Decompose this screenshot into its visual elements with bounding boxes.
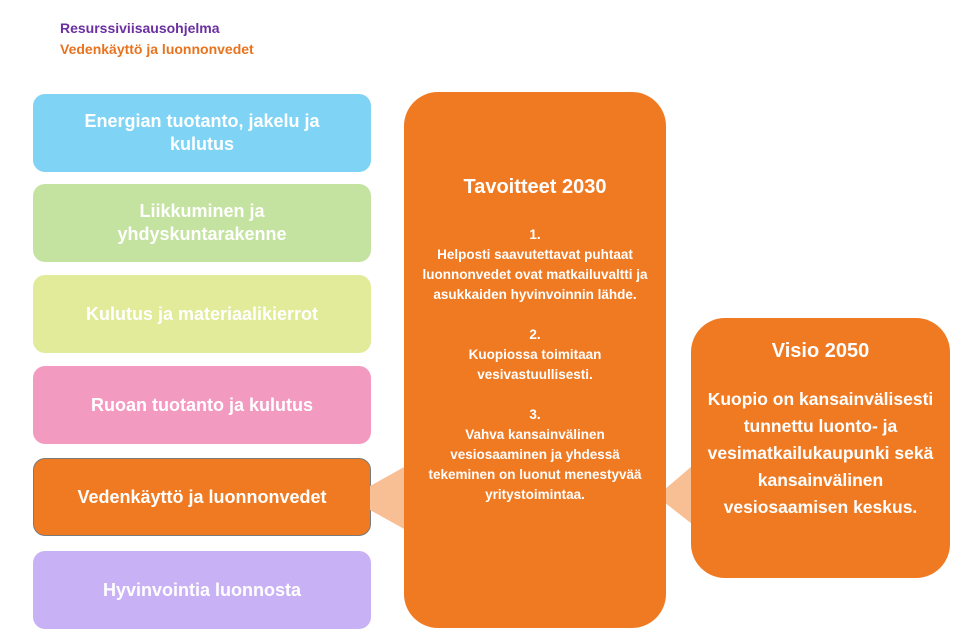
goals-list xyxy=(418,225,652,525)
program-subtitle: Vedenkäyttö ja luonnonvedet xyxy=(60,41,254,57)
goal-text: Vahva kansainvälinen vesiosaaminen ja yhdessä tekeminen on luonut menestyvää yritystoimintaa. xyxy=(428,427,642,502)
program-title: Resurssiviisausohjelma xyxy=(60,20,220,36)
goal-number: 3. xyxy=(529,407,541,422)
goal-item xyxy=(418,405,652,505)
goal-item xyxy=(418,225,652,305)
goal-item xyxy=(418,325,652,385)
goal-number: 1. xyxy=(529,227,541,242)
goal-text: Helposti saavutettavat puhtaat luonnonvedet ovat matkailuvaltti ja asukkaiden hyvinvoinnin lähde. xyxy=(422,247,648,302)
header xyxy=(60,18,254,60)
goals-title: Tavoitteet 2030 xyxy=(463,176,607,198)
vision-text: Kuopio on kansainvälisesti tunnettu luonto- ja vesimatkailukaupunki sekä kansainvälinen vesiosaamisen keskus. xyxy=(707,389,934,517)
theme-wellbeing[interactable]: Hyvinvointia luonnosta xyxy=(33,551,371,629)
theme-energy[interactable]: Energian tuotanto, jakelu ja kulutus xyxy=(33,94,371,172)
vision-box xyxy=(691,318,950,578)
theme-mobility[interactable]: Liikkuminen ja yhdyskuntarakenne xyxy=(33,184,371,262)
vision-title: Visio 2050 xyxy=(771,340,870,362)
goal-number: 2. xyxy=(529,327,541,342)
theme-consumption[interactable]: Kulutus ja materiaalikierrot xyxy=(33,275,371,353)
theme-food[interactable]: Ruoan tuotanto ja kulutus xyxy=(33,366,371,444)
connector-goals-vision xyxy=(664,460,694,530)
theme-water-selected[interactable]: Vedenkäyttö ja luonnonvedet xyxy=(33,458,371,536)
goal-text: Kuopiossa toimitaan vesivastuullisesti. xyxy=(468,347,602,382)
goals-box xyxy=(404,92,666,628)
